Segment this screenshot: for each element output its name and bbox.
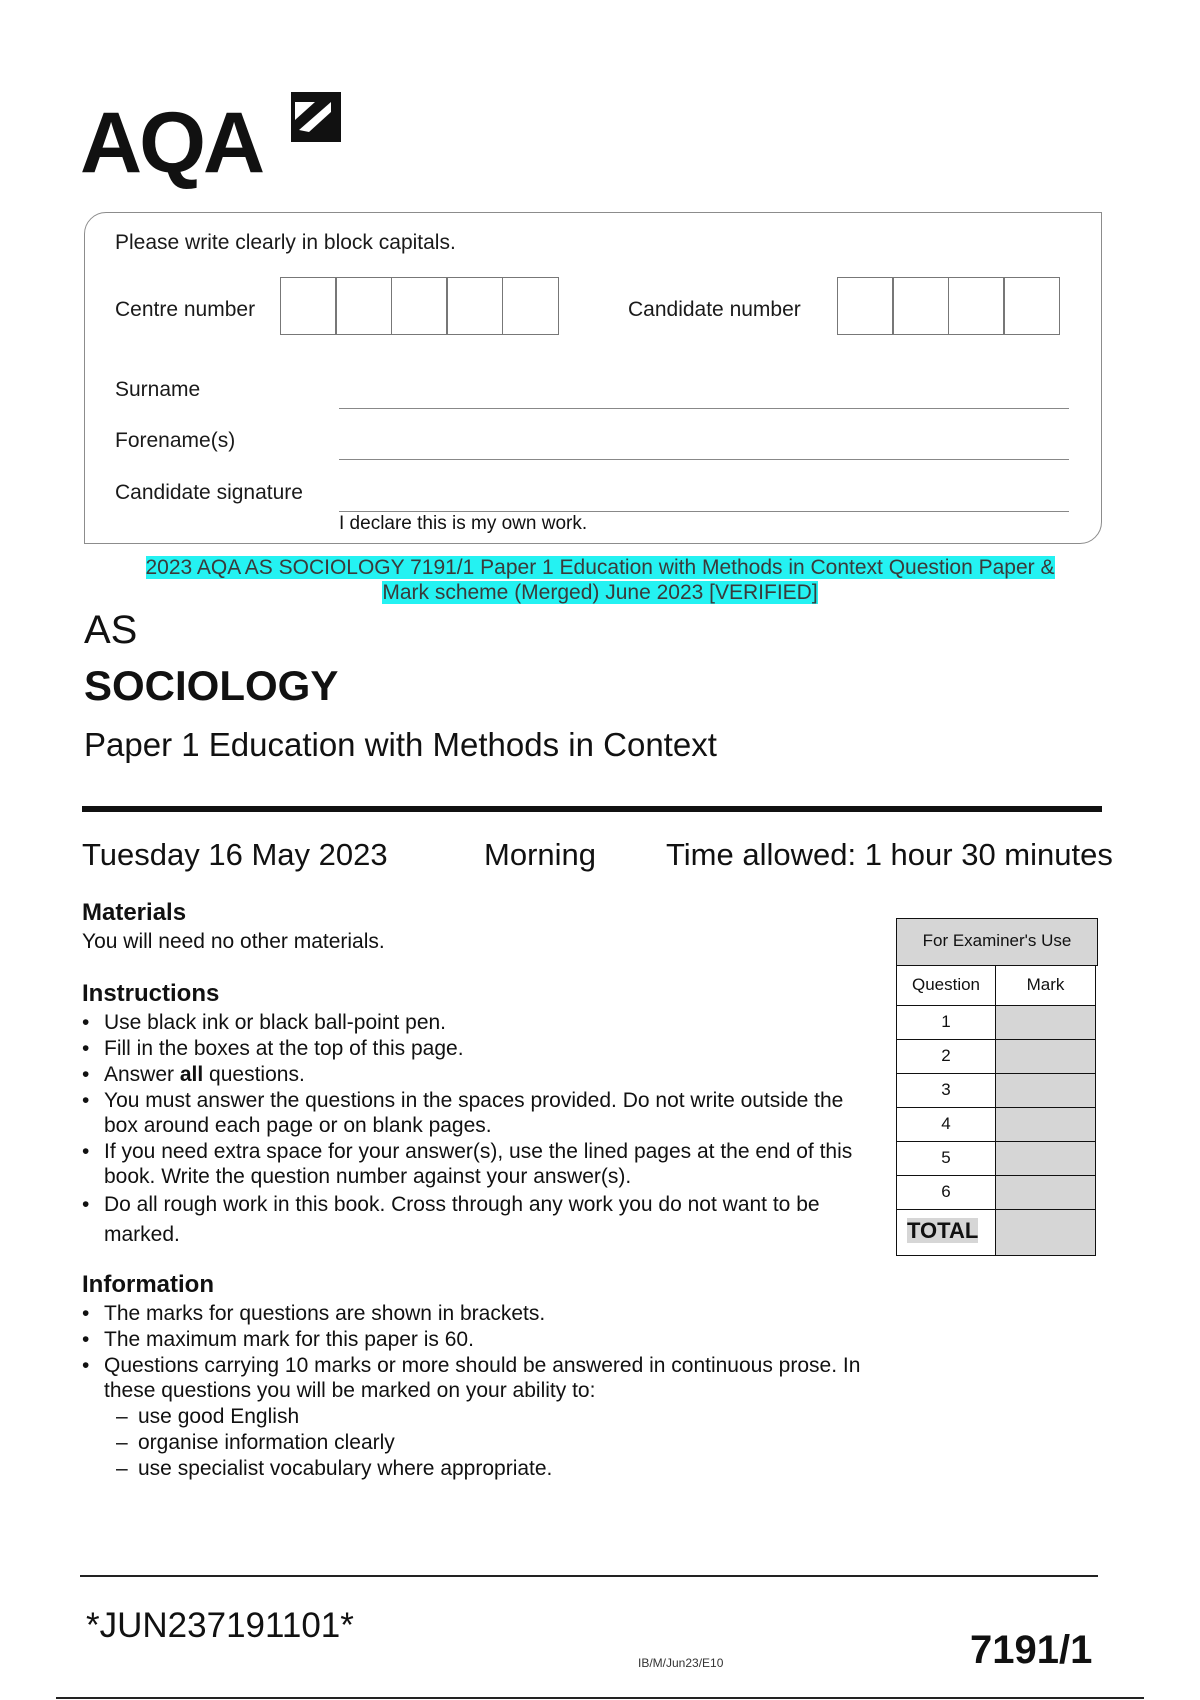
total-label: TOTAL (896, 1210, 996, 1256)
mark-column-header: Mark (996, 966, 1096, 1006)
materials-heading: Materials (82, 899, 187, 926)
centre-number-label: Centre number (115, 298, 256, 321)
list-item: – use good English (116, 1404, 902, 1430)
question-number: 1 (896, 1006, 996, 1040)
time-allowed: Time allowed: 1 hour 30 minutes (666, 837, 1113, 872)
list-item: • Fill in the boxes at the top of this page. (82, 1036, 872, 1061)
mark-cell (996, 1108, 1096, 1142)
list-item: • The marks for questions are shown in brackets. (82, 1301, 902, 1326)
footer-divider (80, 1575, 1098, 1577)
mark-cell (996, 1176, 1096, 1210)
mark-cell (996, 1040, 1096, 1074)
list-item: • Answer all questions. (82, 1062, 872, 1087)
forenames-label: Forename(s) (115, 429, 236, 452)
question-column-header: Question (896, 966, 996, 1006)
page-bottom-rule (56, 1697, 1144, 1699)
examiner-table-title: For Examiner's Use (896, 918, 1098, 966)
logo-text: AQA (80, 95, 263, 191)
digit-box[interactable] (335, 277, 392, 335)
surname-field[interactable] (339, 408, 1069, 409)
digit-box[interactable] (948, 277, 1005, 335)
surname-label: Surname (115, 378, 201, 401)
digit-box[interactable] (1003, 277, 1060, 335)
digit-box[interactable] (837, 277, 894, 335)
question-number: 3 (896, 1074, 996, 1108)
instructions-heading: Instructions (82, 980, 220, 1007)
signature-label: Candidate signature (115, 481, 303, 504)
digit-box[interactable] (502, 277, 559, 335)
subject-title: SOCIOLOGY (84, 662, 339, 709)
mark-cell (996, 1074, 1096, 1108)
print-code: IB/M/Jun23/E10 (638, 1656, 724, 1670)
paper-code: 7191/1 (970, 1628, 1093, 1672)
exam-session: Morning (484, 837, 596, 872)
instructions-list (82, 1010, 872, 1251)
title-divider (82, 806, 1102, 812)
mark-cell (996, 1006, 1096, 1040)
list-item: • The maximum mark for this paper is 60. (82, 1327, 902, 1352)
barcode-reference: *JUN237191101* (86, 1606, 354, 1645)
list-item: – organise information clearly (116, 1430, 902, 1456)
logo-mark-icon (285, 90, 343, 148)
forenames-field[interactable] (339, 459, 1069, 460)
centre-number-boxes[interactable] (281, 277, 559, 335)
digit-box[interactable] (391, 277, 448, 335)
mark-cell (996, 1142, 1096, 1176)
list-item: • If you need extra space for your answer(s), use the lined pages at the end of this book. Write the question number against your answer(s). (82, 1139, 872, 1189)
list-item: • Questions carrying 10 marks or more should be answered in continuous prose. In these questions you will be marked on your ability to: (82, 1353, 902, 1403)
list-item: • You must answer the questions in the spaces provided. Do not write outside the box around each page or on blank pages. (82, 1088, 872, 1138)
total-mark-cell (996, 1210, 1096, 1256)
candidate-number-boxes[interactable] (838, 277, 1060, 335)
list-item: • Do all rough work in this book. Cross through any work you do not want to be marked. (82, 1190, 872, 1250)
examiner-use-table (896, 918, 1098, 1256)
question-number: 2 (896, 1040, 996, 1074)
question-number: 4 (896, 1108, 996, 1142)
list-item: – use specialist vocabulary where appropriate. (116, 1456, 902, 1482)
aqa-logo (80, 88, 350, 191)
paper-title: Paper 1 Education with Methods in Context (84, 726, 717, 763)
question-number: 6 (896, 1176, 996, 1210)
digit-box[interactable] (280, 277, 337, 335)
digit-box[interactable] (892, 277, 949, 335)
block-capitals-instruction: Please write clearly in block capitals. (115, 231, 456, 254)
signature-field[interactable] (339, 511, 1069, 512)
materials-text: You will need no other materials. (82, 930, 385, 953)
question-number: 5 (896, 1142, 996, 1176)
highlighted-title-banner (120, 555, 1080, 605)
exam-date: Tuesday 16 May 2023 (82, 837, 388, 872)
information-heading: Information (82, 1271, 214, 1298)
digit-box[interactable] (446, 277, 503, 335)
declaration-text: I declare this is my own work. (339, 513, 588, 534)
qualification-level: AS (84, 608, 138, 652)
list-item: • Use black ink or black ball-point pen. (82, 1010, 872, 1035)
candidate-number-label: Candidate number (628, 298, 801, 321)
information-list (82, 1301, 902, 1482)
highlight-text: 2023 AQA AS SOCIOLOGY 7191/1 Paper 1 Education with Methods in Context Question Paper & Mark scheme (Merged) June 2023 [VERIFIED] (145, 556, 1055, 604)
candidate-details-box (84, 212, 1102, 544)
